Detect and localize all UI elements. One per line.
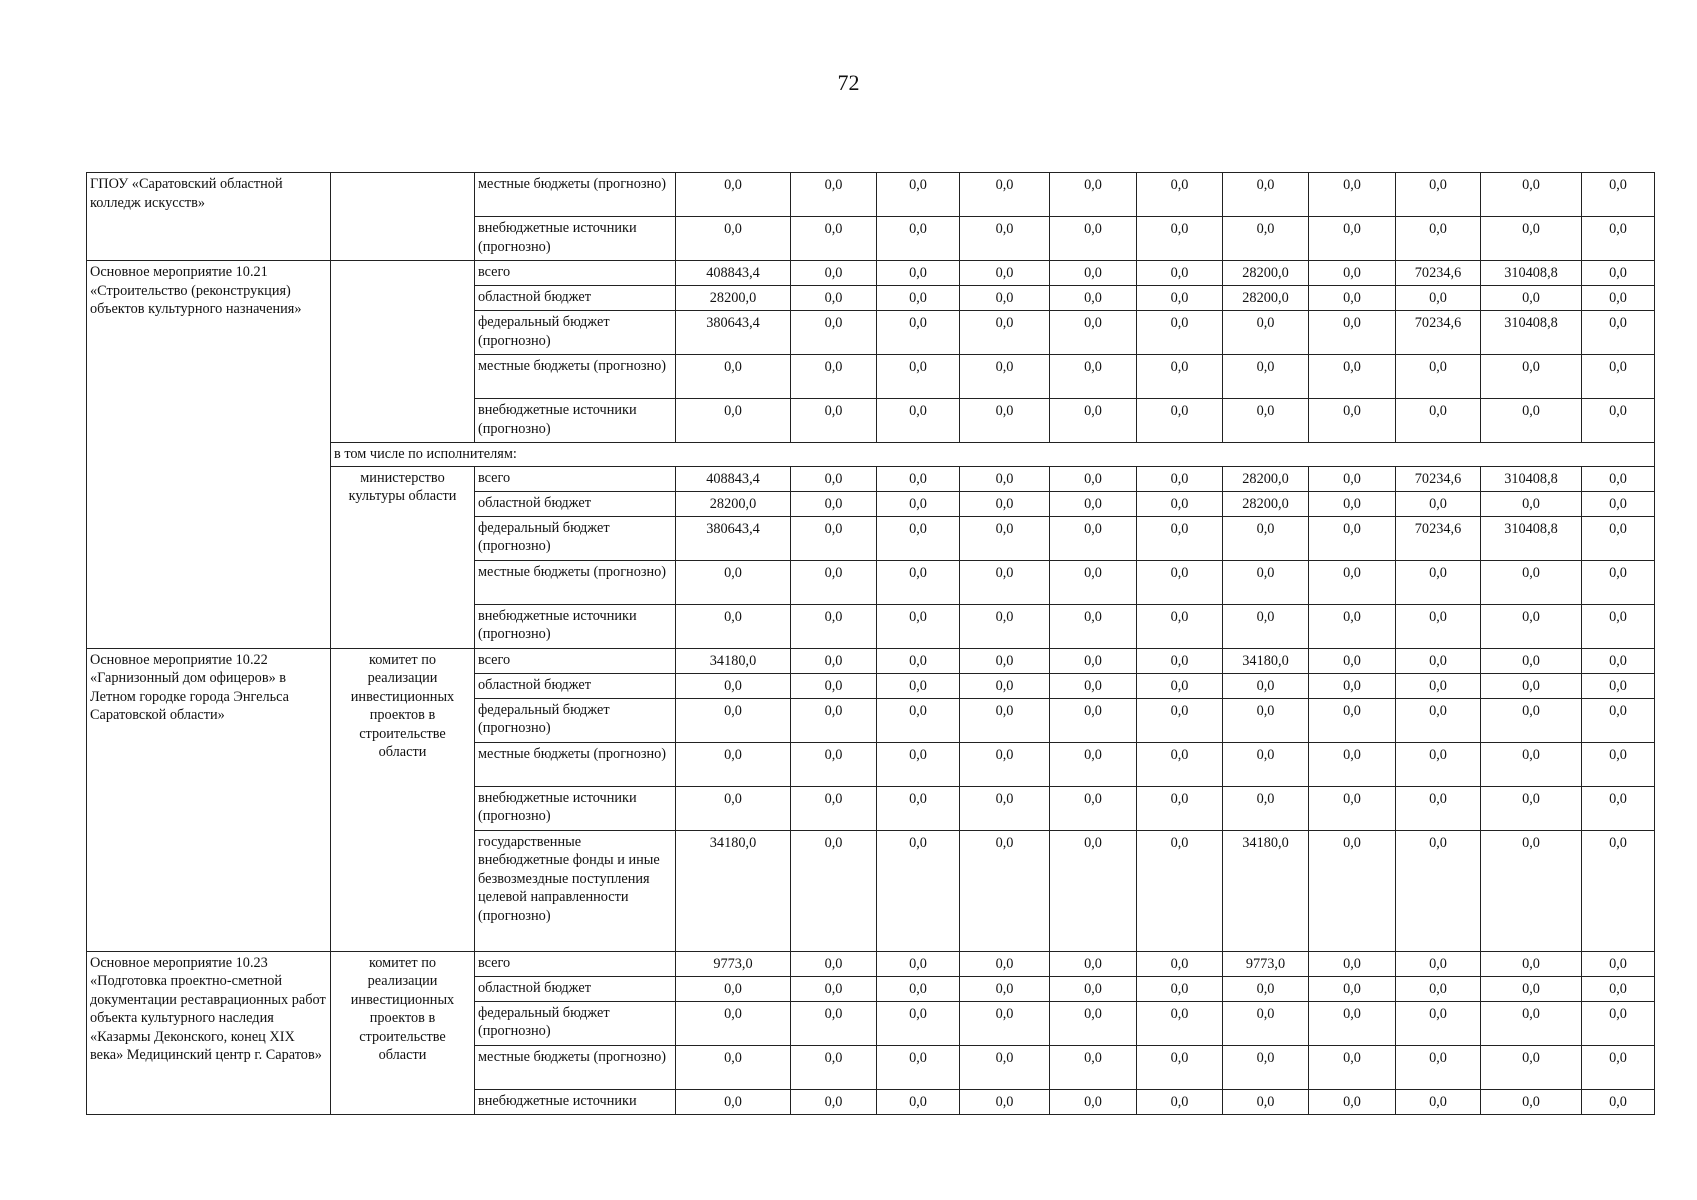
value-cell: 0,0	[791, 516, 877, 560]
value-cell: 0,0	[1396, 976, 1481, 1001]
value-cell: 0,0	[676, 1045, 791, 1089]
value-cell: 0,0	[1223, 742, 1309, 786]
value-cell: 0,0	[676, 173, 791, 217]
value-cell: 0,0	[1050, 261, 1137, 286]
value-cell: 0,0	[960, 742, 1050, 786]
value-cell: 0,0	[1050, 173, 1137, 217]
value-cell: 0,0	[1396, 648, 1481, 673]
value-cell: 0,0	[1137, 830, 1223, 951]
value-cell: 0,0	[1223, 1089, 1309, 1114]
value-cell: 0,0	[877, 173, 960, 217]
value-cell: 0,0	[960, 604, 1050, 648]
value-cell: 0,0	[1050, 673, 1137, 698]
value-cell: 0,0	[1481, 604, 1582, 648]
value-cell: 0,0	[791, 560, 877, 604]
value-cell: 0,0	[877, 261, 960, 286]
funding-source: местные бюджеты (прогнозно)	[475, 355, 676, 399]
value-cell: 0,0	[1137, 217, 1223, 261]
value-cell: 0,0	[791, 830, 877, 951]
value-cell: 0,0	[960, 217, 1050, 261]
value-cell: 70234,6	[1396, 261, 1481, 286]
value-cell: 0,0	[877, 311, 960, 355]
value-cell: 0,0	[1137, 261, 1223, 286]
value-cell: 0,0	[1396, 560, 1481, 604]
value-cell: 0,0	[1137, 1045, 1223, 1089]
value-cell: 0,0	[877, 355, 960, 399]
value-cell: 34180,0	[1223, 830, 1309, 951]
value-cell: 0,0	[1050, 951, 1137, 976]
funding-source: областной бюджет	[475, 976, 676, 1001]
event-name-cell: ГПОУ «Саратовский областной колледж искусств»	[87, 173, 331, 261]
value-cell: 0,0	[1050, 742, 1137, 786]
value-cell: 0,0	[1582, 648, 1655, 673]
value-cell: 0,0	[1137, 173, 1223, 217]
value-cell: 0,0	[791, 1045, 877, 1089]
value-cell: 0,0	[1137, 742, 1223, 786]
value-cell: 0,0	[1582, 604, 1655, 648]
table-row	[87, 261, 1655, 286]
value-cell: 0,0	[1396, 355, 1481, 399]
value-cell: 0,0	[1396, 173, 1481, 217]
value-cell: 0,0	[1309, 1001, 1396, 1045]
value-cell: 0,0	[791, 311, 877, 355]
value-cell: 34180,0	[1223, 648, 1309, 673]
value-cell: 0,0	[1309, 976, 1396, 1001]
value-cell: 0,0	[960, 976, 1050, 1001]
value-cell: 0,0	[1137, 648, 1223, 673]
value-cell: 0,0	[960, 311, 1050, 355]
value-cell: 0,0	[1050, 466, 1137, 491]
value-cell: 0,0	[1481, 830, 1582, 951]
funding-source: областной бюджет	[475, 673, 676, 698]
value-cell: 34180,0	[676, 648, 791, 673]
value-cell: 0,0	[1050, 560, 1137, 604]
value-cell: 0,0	[877, 786, 960, 830]
value-cell: 0,0	[791, 648, 877, 673]
value-cell: 0,0	[1223, 698, 1309, 742]
value-cell: 0,0	[1137, 786, 1223, 830]
value-cell: 0,0	[1582, 173, 1655, 217]
value-cell: 0,0	[1137, 1001, 1223, 1045]
value-cell: 0,0	[1481, 742, 1582, 786]
value-cell: 0,0	[1481, 698, 1582, 742]
funding-source: внебюджетные источники (прогнозно)	[475, 786, 676, 830]
value-cell: 0,0	[1582, 1001, 1655, 1045]
value-cell: 0,0	[1223, 604, 1309, 648]
value-cell: 0,0	[1396, 286, 1481, 311]
value-cell: 0,0	[1137, 516, 1223, 560]
value-cell: 0,0	[676, 1089, 791, 1114]
value-cell: 0,0	[960, 1089, 1050, 1114]
value-cell: 0,0	[1582, 560, 1655, 604]
value-cell: 0,0	[960, 648, 1050, 673]
value-cell: 0,0	[676, 604, 791, 648]
value-cell: 0,0	[1050, 355, 1137, 399]
value-cell: 0,0	[877, 560, 960, 604]
value-cell: 0,0	[960, 1045, 1050, 1089]
value-cell: 0,0	[791, 399, 877, 443]
value-cell: 0,0	[1582, 491, 1655, 516]
value-cell: 0,0	[1050, 1045, 1137, 1089]
funding-source: федеральный бюджет (прогнозно)	[475, 311, 676, 355]
value-cell: 0,0	[1137, 466, 1223, 491]
value-cell: 0,0	[1582, 976, 1655, 1001]
value-cell: 0,0	[791, 604, 877, 648]
value-cell: 0,0	[1223, 311, 1309, 355]
value-cell: 0,0	[1137, 286, 1223, 311]
value-cell: 0,0	[676, 560, 791, 604]
value-cell: 0,0	[960, 286, 1050, 311]
value-cell: 0,0	[791, 286, 877, 311]
value-cell: 0,0	[877, 604, 960, 648]
value-cell: 0,0	[1396, 1089, 1481, 1114]
value-cell: 0,0	[877, 1001, 960, 1045]
value-cell: 0,0	[1137, 976, 1223, 1001]
value-cell: 0,0	[1050, 1089, 1137, 1114]
value-cell: 0,0	[877, 491, 960, 516]
value-cell: 0,0	[1050, 311, 1137, 355]
funding-source: местные бюджеты (прогнозно)	[475, 742, 676, 786]
value-cell: 0,0	[1223, 976, 1309, 1001]
value-cell: 0,0	[960, 466, 1050, 491]
value-cell: 380643,4	[676, 516, 791, 560]
value-cell: 0,0	[1309, 286, 1396, 311]
value-cell: 0,0	[877, 951, 960, 976]
value-cell: 0,0	[960, 951, 1050, 976]
value-cell: 0,0	[676, 786, 791, 830]
value-cell: 0,0	[1481, 673, 1582, 698]
event-name-cell: Основное мероприятие 10.22 «Гарнизонный дом офицеров» в Летном городке города Энгельса Саратовской области»	[87, 648, 331, 951]
value-cell: 0,0	[1223, 673, 1309, 698]
value-cell: 0,0	[1309, 698, 1396, 742]
value-cell: 0,0	[1582, 355, 1655, 399]
value-cell: 0,0	[1582, 742, 1655, 786]
value-cell: 0,0	[877, 1045, 960, 1089]
event-name-cell: Основное мероприятие 10.23 «Подготовка проектно-сметной документации реставрационных работ объекта культурного наследия «Казармы Деконского, конец XIX века» Медицинский центр г. Саратов»	[87, 951, 331, 1114]
executors-subheader: в том числе по исполнителям:	[331, 443, 1655, 467]
value-cell: 0,0	[1582, 311, 1655, 355]
value-cell: 0,0	[1396, 399, 1481, 443]
funding-source: федеральный бюджет (прогнозно)	[475, 698, 676, 742]
value-cell: 0,0	[1396, 1001, 1481, 1045]
value-cell: 0,0	[877, 399, 960, 443]
funding-source: федеральный бюджет (прогнозно)	[475, 516, 676, 560]
value-cell: 0,0	[1582, 698, 1655, 742]
funding-source: федеральный бюджет (прогнозно)	[475, 1001, 676, 1045]
value-cell: 0,0	[1050, 491, 1137, 516]
value-cell: 0,0	[1309, 355, 1396, 399]
value-cell: 0,0	[1309, 399, 1396, 443]
value-cell: 0,0	[1481, 217, 1582, 261]
value-cell: 0,0	[1223, 786, 1309, 830]
value-cell: 0,0	[1309, 516, 1396, 560]
value-cell: 0,0	[1137, 399, 1223, 443]
value-cell: 0,0	[1582, 1045, 1655, 1089]
funding-source: местные бюджеты (прогнозно)	[475, 1045, 676, 1089]
value-cell: 0,0	[791, 217, 877, 261]
executor-cell	[331, 261, 475, 443]
table-row	[87, 648, 1655, 673]
value-cell: 0,0	[1309, 604, 1396, 648]
value-cell: 0,0	[877, 1089, 960, 1114]
value-cell: 0,0	[877, 516, 960, 560]
value-cell: 0,0	[1396, 491, 1481, 516]
value-cell: 0,0	[1137, 1089, 1223, 1114]
value-cell: 0,0	[960, 399, 1050, 443]
value-cell: 0,0	[1481, 560, 1582, 604]
value-cell: 0,0	[791, 698, 877, 742]
value-cell: 0,0	[1137, 951, 1223, 976]
value-cell: 0,0	[1137, 698, 1223, 742]
value-cell: 0,0	[1050, 604, 1137, 648]
budget-table	[86, 172, 1655, 1115]
funding-source: всего	[475, 261, 676, 286]
value-cell: 0,0	[1050, 786, 1137, 830]
value-cell: 0,0	[791, 673, 877, 698]
executor-cell: комитет по реализации инвестиционных проектов в строительстве области	[331, 951, 475, 1114]
value-cell: 0,0	[1396, 217, 1481, 261]
value-cell: 0,0	[791, 466, 877, 491]
funding-source: местные бюджеты (прогнозно)	[475, 560, 676, 604]
executor-cell: комитет по реализации инвестиционных проектов в строительстве области	[331, 648, 475, 951]
value-cell: 0,0	[1309, 648, 1396, 673]
funding-source: внебюджетные источники (прогнозно)	[475, 217, 676, 261]
value-cell: 0,0	[1050, 976, 1137, 1001]
value-cell: 310408,8	[1481, 311, 1582, 355]
funding-source: государственные внебюджетные фонды и иные безвозмездные поступления целевой направленности (прогнозно)	[475, 830, 676, 951]
value-cell: 0,0	[791, 173, 877, 217]
value-cell: 310408,8	[1481, 466, 1582, 491]
value-cell: 0,0	[877, 673, 960, 698]
table-row	[87, 951, 1655, 976]
value-cell: 0,0	[1582, 217, 1655, 261]
value-cell: 0,0	[1582, 466, 1655, 491]
value-cell: 0,0	[1481, 173, 1582, 217]
value-cell: 0,0	[1050, 648, 1137, 673]
value-cell: 310408,8	[1481, 516, 1582, 560]
funding-source: областной бюджет	[475, 286, 676, 311]
value-cell: 0,0	[1481, 786, 1582, 830]
value-cell: 408843,4	[676, 261, 791, 286]
value-cell: 0,0	[1481, 399, 1582, 443]
value-cell: 28200,0	[1223, 491, 1309, 516]
funding-source: внебюджетные источники	[475, 1089, 676, 1114]
value-cell: 0,0	[1309, 560, 1396, 604]
value-cell: 0,0	[877, 976, 960, 1001]
value-cell: 0,0	[1309, 673, 1396, 698]
value-cell: 70234,6	[1396, 516, 1481, 560]
value-cell: 0,0	[1309, 261, 1396, 286]
value-cell: 0,0	[676, 355, 791, 399]
value-cell: 0,0	[877, 466, 960, 491]
value-cell: 0,0	[1582, 830, 1655, 951]
funding-source: всего	[475, 951, 676, 976]
funding-source: внебюджетные источники (прогнозно)	[475, 604, 676, 648]
value-cell: 34180,0	[676, 830, 791, 951]
value-cell: 0,0	[1050, 1001, 1137, 1045]
funding-source: областной бюджет	[475, 491, 676, 516]
value-cell: 0,0	[960, 261, 1050, 286]
value-cell: 0,0	[1481, 1045, 1582, 1089]
funding-source: всего	[475, 466, 676, 491]
value-cell: 0,0	[1582, 516, 1655, 560]
value-cell: 0,0	[791, 742, 877, 786]
value-cell: 0,0	[1309, 491, 1396, 516]
value-cell: 0,0	[960, 830, 1050, 951]
value-cell: 0,0	[676, 698, 791, 742]
value-cell: 0,0	[1137, 604, 1223, 648]
value-cell: 0,0	[1396, 698, 1481, 742]
value-cell: 0,0	[676, 217, 791, 261]
value-cell: 0,0	[1582, 673, 1655, 698]
value-cell: 0,0	[1481, 1001, 1582, 1045]
value-cell: 0,0	[1137, 491, 1223, 516]
value-cell: 0,0	[960, 673, 1050, 698]
value-cell: 0,0	[1396, 604, 1481, 648]
value-cell: 0,0	[1396, 1045, 1481, 1089]
value-cell: 0,0	[1309, 742, 1396, 786]
value-cell: 0,0	[1396, 951, 1481, 976]
value-cell: 0,0	[960, 516, 1050, 560]
value-cell: 0,0	[676, 742, 791, 786]
value-cell: 0,0	[1481, 1089, 1582, 1114]
value-cell: 9773,0	[676, 951, 791, 976]
value-cell: 0,0	[791, 491, 877, 516]
value-cell: 0,0	[1050, 286, 1137, 311]
executor-cell	[331, 173, 475, 261]
value-cell: 0,0	[791, 1089, 877, 1114]
value-cell: 0,0	[877, 217, 960, 261]
value-cell: 0,0	[1223, 1045, 1309, 1089]
funding-source: внебюджетные источники (прогнозно)	[475, 399, 676, 443]
table-row	[87, 173, 1655, 217]
value-cell: 380643,4	[676, 311, 791, 355]
value-cell: 0,0	[1223, 516, 1309, 560]
value-cell: 0,0	[1582, 951, 1655, 976]
value-cell: 0,0	[1050, 217, 1137, 261]
value-cell: 0,0	[791, 1001, 877, 1045]
value-cell: 0,0	[877, 830, 960, 951]
table-body	[87, 173, 1655, 1115]
value-cell: 0,0	[877, 648, 960, 673]
value-cell: 0,0	[1050, 698, 1137, 742]
value-cell: 0,0	[676, 673, 791, 698]
value-cell: 0,0	[1309, 217, 1396, 261]
value-cell: 0,0	[960, 173, 1050, 217]
value-cell: 0,0	[877, 286, 960, 311]
value-cell: 0,0	[1223, 560, 1309, 604]
value-cell: 0,0	[1481, 951, 1582, 976]
value-cell: 0,0	[1481, 355, 1582, 399]
value-cell: 0,0	[1481, 491, 1582, 516]
value-cell: 0,0	[1309, 1089, 1396, 1114]
value-cell: 0,0	[1223, 355, 1309, 399]
page-number: 72	[837, 70, 860, 95]
value-cell: 28200,0	[1223, 466, 1309, 491]
value-cell: 0,0	[1481, 976, 1582, 1001]
value-cell: 0,0	[1050, 830, 1137, 951]
value-cell: 0,0	[877, 742, 960, 786]
value-cell: 0,0	[1582, 399, 1655, 443]
value-cell: 0,0	[1309, 786, 1396, 830]
value-cell: 28200,0	[1223, 261, 1309, 286]
value-cell: 0,0	[1137, 311, 1223, 355]
value-cell: 0,0	[1223, 217, 1309, 261]
value-cell: 0,0	[1396, 742, 1481, 786]
value-cell: 0,0	[877, 698, 960, 742]
value-cell: 70234,6	[1396, 311, 1481, 355]
value-cell: 28200,0	[1223, 286, 1309, 311]
value-cell: 0,0	[676, 976, 791, 1001]
value-cell: 0,0	[1396, 786, 1481, 830]
value-cell: 0,0	[791, 786, 877, 830]
value-cell: 0,0	[1137, 560, 1223, 604]
event-name-cell: Основное мероприятие 10.21 «Строительство (реконструкция) объектов культурного назначения»	[87, 261, 331, 649]
value-cell: 0,0	[960, 786, 1050, 830]
value-cell: 0,0	[1582, 786, 1655, 830]
value-cell: 0,0	[1050, 516, 1137, 560]
funding-source: местные бюджеты (прогнозно)	[475, 173, 676, 217]
value-cell: 0,0	[1137, 355, 1223, 399]
value-cell: 0,0	[1223, 399, 1309, 443]
funding-source: всего	[475, 648, 676, 673]
value-cell: 28200,0	[676, 491, 791, 516]
value-cell: 0,0	[791, 261, 877, 286]
executor-cell: министерство культуры области	[331, 466, 475, 648]
value-cell: 408843,4	[676, 466, 791, 491]
value-cell: 0,0	[1309, 466, 1396, 491]
value-cell: 0,0	[676, 1001, 791, 1045]
value-cell: 0,0	[960, 560, 1050, 604]
value-cell: 0,0	[1137, 673, 1223, 698]
value-cell: 0,0	[791, 976, 877, 1001]
value-cell: 0,0	[791, 355, 877, 399]
value-cell: 0,0	[1223, 173, 1309, 217]
value-cell: 70234,6	[1396, 466, 1481, 491]
value-cell: 28200,0	[676, 286, 791, 311]
value-cell: 0,0	[960, 355, 1050, 399]
value-cell: 310408,8	[1481, 261, 1582, 286]
value-cell: 0,0	[1582, 1089, 1655, 1114]
value-cell: 0,0	[1050, 399, 1137, 443]
value-cell: 0,0	[1309, 311, 1396, 355]
value-cell: 0,0	[960, 491, 1050, 516]
value-cell: 9773,0	[1223, 951, 1309, 976]
value-cell: 0,0	[676, 399, 791, 443]
value-cell: 0,0	[960, 1001, 1050, 1045]
value-cell: 0,0	[1309, 951, 1396, 976]
value-cell: 0,0	[1396, 830, 1481, 951]
value-cell: 0,0	[1309, 173, 1396, 217]
value-cell: 0,0	[1223, 1001, 1309, 1045]
value-cell: 0,0	[1582, 286, 1655, 311]
value-cell: 0,0	[1396, 673, 1481, 698]
value-cell: 0,0	[791, 951, 877, 976]
value-cell: 0,0	[1582, 261, 1655, 286]
value-cell: 0,0	[1309, 830, 1396, 951]
value-cell: 0,0	[960, 698, 1050, 742]
value-cell: 0,0	[1481, 286, 1582, 311]
value-cell: 0,0	[1309, 1045, 1396, 1089]
value-cell: 0,0	[1481, 648, 1582, 673]
